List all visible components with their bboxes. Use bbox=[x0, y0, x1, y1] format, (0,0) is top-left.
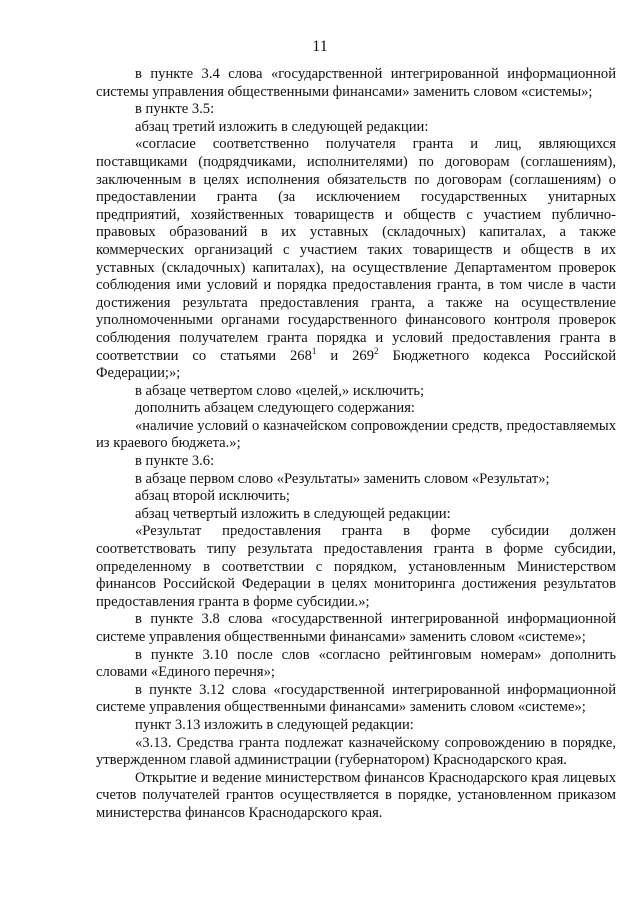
paragraph: абзац четвертый изложить в следующей редакции: bbox=[135, 505, 451, 522]
paragraph-text: «согласие соответственно получателя гранта и лиц, являющихся поставщиками (подрядчиками, исполнителями) по договорам (соглашениям), заключенным в целях исполнения обязательств по договорам (соглашениям) о предоставлении гранта (за исключением государственных унитарных предприятий, хозяйственных товариществ и обществ с участием публично-правовых образований в их уставных (складочных) капиталах, а также коммерческих организаций с участием таких товариществ и обществ в их уставных (складочных) капиталах), на осуществление Департаментом проверок соблюдения ими условий и порядка предоставления гранта, в том числе в части достижения результата предоставления гранта, а также на осуществление уполномоченными органами государственного финансового контроля проверок соблюдения получателем гранта порядка и условий предоставления гранта в соответствии со статьями 268 bbox=[96, 136, 616, 364]
paragraph: в абзаце первом слово «Результаты» заменить словом «Результат»; bbox=[135, 470, 550, 487]
paragraph-text: Бюджетного кодекса Российской Федерации;»; bbox=[96, 347, 617, 382]
paragraph: в пункте 3.6: bbox=[135, 453, 215, 470]
paragraph: в абзаце четвертом слово «целей,» исключить; bbox=[135, 382, 425, 399]
superscript: 2 bbox=[374, 345, 379, 356]
document-body bbox=[96, 66, 616, 823]
paragraph: Открытие и ведение министерством финансов Краснодарского края лицевых счетов получателей грантов осуществляется в порядке, установленном приказом министерства финансов Краснодарского края. bbox=[96, 769, 616, 821]
paragraph: пункт 3.13 изложить в следующей редакции: bbox=[135, 716, 414, 733]
paragraph: в пункте 3.12 слова «государственной интегрированной информационной системе управления общественными финансами» заменить словом «системе»; bbox=[96, 681, 616, 716]
page-number: 11 bbox=[312, 38, 328, 55]
paragraph: «наличие условий о казначейском сопровождении средств, предоставляемых из краевого бюджета.»; bbox=[96, 417, 616, 452]
paragraph: «Результат предоставления гранта в форме субсидии должен соответствовать типу результата предоставления гранта в форме субсидии, определенному в соответствии с порядком, установленным Министерством финансов Российской Федерации в целях мониторинга достижения результатов предоставления гранта в форме субсидии.»; bbox=[96, 523, 616, 610]
paragraph: в пункте 3.10 после слов «согласно рейтинговым номерам» дополнить словами «Единого перечня»; bbox=[96, 646, 616, 681]
paragraph: в пункте 3.5: bbox=[135, 101, 215, 118]
paragraph: дополнить абзацем следующего содержания: bbox=[135, 400, 415, 417]
paragraph: абзац второй исключить; bbox=[135, 488, 290, 505]
superscript: 1 bbox=[311, 345, 317, 356]
paragraph: в пункте 3.4 слова «государственной интегрированной информационной системы управления общественными финансами» заменить словом «системы»; bbox=[96, 66, 616, 100]
paragraph: в пункте 3.8 слова «государственной интегрированной информационной системе управления общественными финансами» заменить словом «системе»; bbox=[96, 611, 616, 645]
paragraph-consent-clause bbox=[96, 136, 616, 382]
paragraph: абзац третий изложить в следующей редакции: bbox=[135, 118, 429, 135]
paragraph-text: и 269 bbox=[316, 347, 375, 364]
paragraph: «3.13. Средства гранта подлежат казначейскому сопровождению в порядке, утвержденном главой администрации (губернатором) Краснодарского края. bbox=[96, 734, 616, 769]
